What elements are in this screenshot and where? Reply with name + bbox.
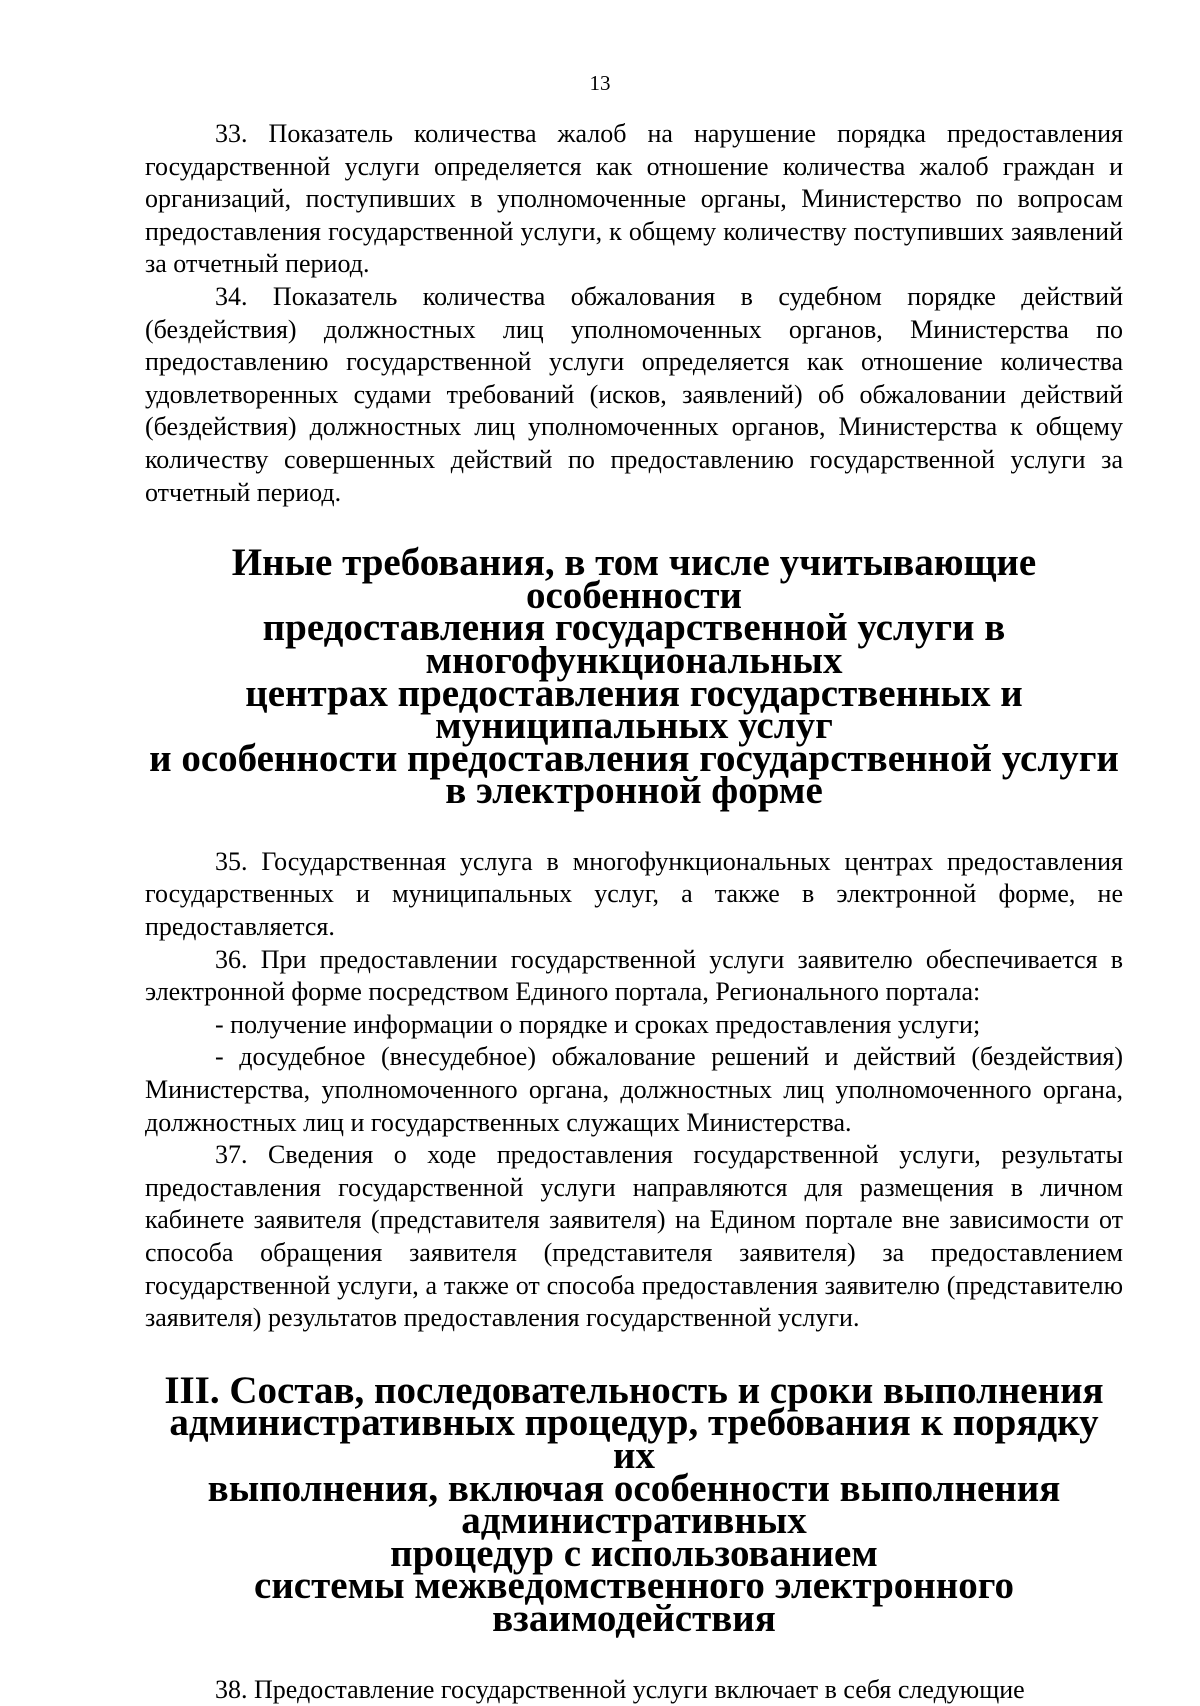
heading-line: и особенности предоставления государственной услуги xyxy=(149,736,1119,780)
list-item-appeal: - досудебное (внесудебное) обжалование решений и действий (бездействия) Министерства, уполномоченного органа, должностных лиц уполномоченного органа, должностных лиц и государственных служащих Министерства. xyxy=(145,1042,1123,1137)
paragraph-35: 35. Государственная услуга в многофункциональных центрах предоставления государственных и муниципальных услуг, а также в электронной форме, не предоставляется. xyxy=(145,846,1123,942)
section-heading-administrative-procedures xyxy=(145,1368,1123,1640)
section-heading-other-requirements xyxy=(145,541,1123,813)
heading-line: процедур с использованием xyxy=(390,1531,878,1575)
heading-line: предоставления государственной услуги в многофункциональных xyxy=(262,606,1006,682)
heading-line: Иные требования, в том числе учитывающие особенности xyxy=(231,541,1037,617)
heading-line: в электронной форме xyxy=(445,769,823,813)
paragraph-38: 38. Предоставление государственной услуги включает в себя следующие xyxy=(215,1674,1025,1704)
heading-line: центрах предоставления государственных и муниципальных услуг xyxy=(245,671,1023,748)
paragraph-37: 37. Сведения о ходе предоставления государственной услуги, результаты предоставления государственной услуги направляются для размещения в личном кабинете заявителя (представителя заявителя) на Едином портале вне зависимости от способа обращения заявителя (представителя заявителя) за предоставлением государственной услуги, а также от способа предоставления заявителю (представителю заявителя) результатов предоставления государственной услуги. xyxy=(145,1140,1123,1333)
list-item-information: - получение информации о порядке и сроках предоставления услуги; xyxy=(215,1009,981,1039)
page-number: 13 xyxy=(589,71,611,95)
document-body xyxy=(145,118,1123,1706)
paragraph-33: 33. Показатель количества жалоб на нарушение порядка предоставления государственной услуги определяется как отношение количества жалоб граждан и организаций, поступивших в уполномоченные органы, Министерство по вопросам предоставления государственной услуги, к общему количеству поступивших заявлений за отчетный период. xyxy=(145,119,1123,279)
paragraph-34: 34. Показатель количества обжалования в судебном порядке действий (бездействия) должностных лиц уполномоченных органов, Министерства по предоставлению государственной услуги определяется как отношение количества удовлетворенных судами требований (исков, заявлений) об обжаловании действий (бездействия) должностных лиц уполномоченных органов, Министерства к общему количеству совершенных действий по предоставлению государственной услуги за отчетный период. xyxy=(145,281,1123,507)
heading-line: системы межведомственного электронного взаимодействия xyxy=(254,1564,1014,1640)
heading-line: III. Состав, последовательность и сроки выполнения xyxy=(164,1368,1104,1412)
paragraph-36: 36. При предоставлении государственной услуги заявителю обеспечивается в электронной форме посредством Единого портала, Регионального портала: xyxy=(145,944,1123,1007)
heading-line: выполнения, включая особенности выполнения административных xyxy=(207,1466,1061,1543)
heading-line: административных процедур, требования к порядку их xyxy=(169,1401,1099,1477)
